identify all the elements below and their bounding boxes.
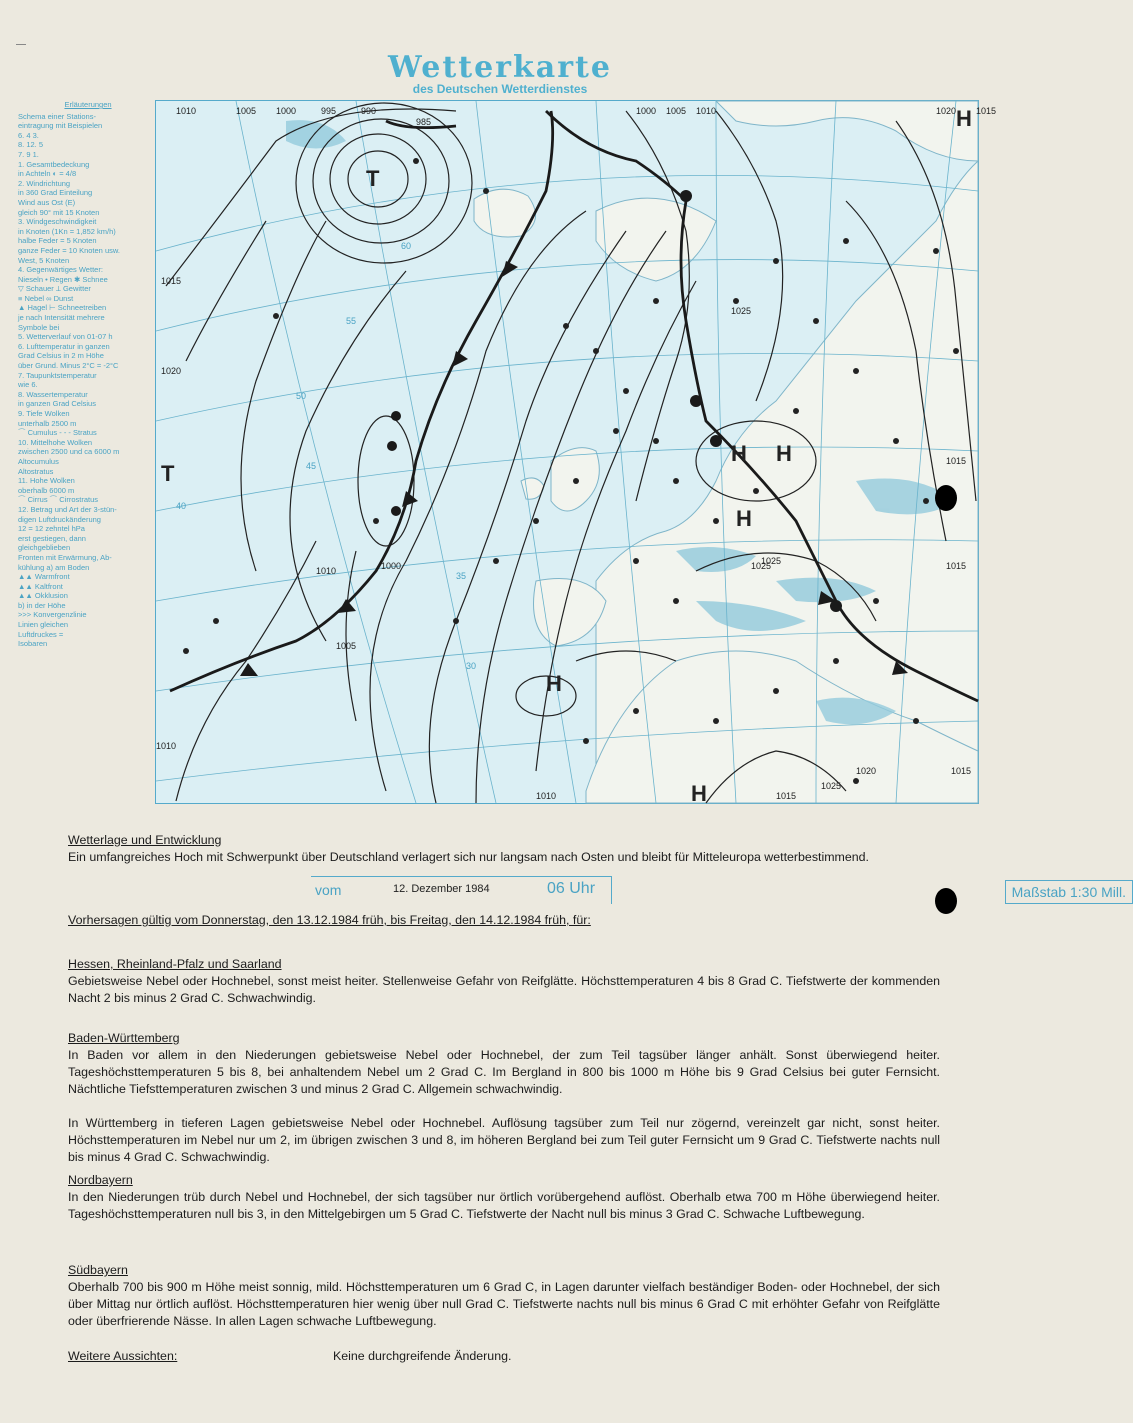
legend-line: kühlung a) am Boden bbox=[18, 562, 90, 572]
date-prefix: vom bbox=[315, 882, 342, 898]
latitude-label: 45 bbox=[306, 461, 317, 471]
high-pressure-center: H bbox=[691, 781, 707, 806]
scandinavia-land bbox=[596, 198, 716, 281]
legend-line: in ganzen Grad Celsius bbox=[18, 399, 96, 409]
legend-line: ▲▲ Kaltfront bbox=[18, 581, 63, 591]
map-time: 06 Uhr bbox=[547, 880, 596, 897]
isobar-label: 985 bbox=[416, 117, 432, 127]
front-triangle bbox=[502, 261, 518, 277]
legend-lines bbox=[18, 112, 158, 649]
map-graphic bbox=[156, 101, 978, 803]
legend-line: erst gestiegen, dann bbox=[18, 533, 86, 543]
isobar-label: 1015 bbox=[161, 276, 182, 286]
legend-line: ▲▲ Okklusion bbox=[18, 591, 68, 601]
legend-line: Nieseln • Regen ✱ Schnee bbox=[18, 274, 108, 284]
legend-line: 11. Hohe Wolken bbox=[18, 476, 75, 486]
legend-line: ≡ Nebel ∞ Dunst bbox=[18, 293, 74, 303]
map-date: 12. Dezember 1984 bbox=[393, 883, 490, 895]
legend-line: eintragung mit Beispielen bbox=[18, 121, 103, 131]
section-hessen bbox=[68, 956, 940, 1007]
section-suedbayern bbox=[68, 1262, 940, 1330]
section-body: In den Niederungen trüb durch Nebel und Hochnebel, der sich tagsüber nur örtlich vorübergehend auflöst. Oberhalb etwa 700 m Höhe überwiegend heiter. Tageshöchsttemperaturen null bis 3, in den Mittelgebirgen um 5 Grad C. Tiefstwerte der Nacht null bis minus 3 Grad C. Schwache Luftbewegung. bbox=[68, 1190, 940, 1221]
front-semicircle bbox=[710, 435, 722, 447]
front-semicircle bbox=[387, 441, 397, 451]
legend-line: 1. Gesamtbedeckung bbox=[18, 159, 90, 169]
lat-line bbox=[156, 175, 978, 251]
front-semicircle bbox=[680, 190, 692, 202]
legend-line: halbe Feder = 5 Knoten bbox=[18, 236, 97, 246]
isobar bbox=[716, 111, 783, 401]
isobar-label: 1025 bbox=[761, 556, 782, 566]
section-body: In Württemberg in tieferen Lagen gebietsweise Nebel oder Hochnebel. Auflösung tagsüber zum Teil nur zögernd, vereinzelt gar nicht, sonst heiter. Höchsttemperaturen im Nebel nur um 2, im übrigen zwischen 3 und 8, im höheren Bergland bei zum Teil guter Fernsicht um 9 Grad C. Tiefstwerte nachts null bis minus 4 Grad C. Schwachwindig. bbox=[68, 1116, 940, 1164]
legend-line: Luftdruckes = bbox=[18, 629, 64, 639]
front-semicircle bbox=[690, 395, 702, 407]
section-nordbayern bbox=[68, 1172, 940, 1223]
legend-line: 8. 12. 5 bbox=[18, 140, 44, 150]
isobar-label: 1015 bbox=[946, 561, 967, 571]
isobar-label: 1020 bbox=[161, 366, 182, 376]
legend-line: ⌒ Cumulus - - - Stratus bbox=[18, 428, 97, 438]
legend-line: ganze Feder = 10 Knoten usw. bbox=[18, 245, 120, 255]
legend-line: 7. 9 1. bbox=[18, 149, 39, 159]
legend-title: Erläuterungen bbox=[64, 100, 112, 109]
legend-line: ▲ Hagel ⊢ Schneetreiben bbox=[18, 303, 107, 313]
legend-line: 7. Taupunktstemperatur bbox=[18, 370, 97, 380]
legend-line: 2. Windrichtung bbox=[18, 178, 71, 188]
legend-line: b) in der Höhe bbox=[18, 600, 66, 610]
legend-line: gleichgeblieben bbox=[18, 543, 71, 553]
section-heading: Vorhersagen gültig vom Donnerstag, den 13.12.1984 früh, bis Freitag, den 14.12.1984 früh, für: bbox=[68, 913, 591, 927]
high-pressure-center: H bbox=[956, 106, 972, 131]
isobar-label: 1005 bbox=[236, 106, 257, 116]
legend-line: 4. Gegenwärtiges Wetter: bbox=[18, 265, 103, 275]
isobar bbox=[241, 221, 326, 571]
section-baden-wuerttemberg bbox=[68, 1030, 940, 1166]
high-pressure-center: H bbox=[731, 441, 747, 466]
isobar-label: 1025 bbox=[751, 561, 772, 571]
legend-line: in Knoten (1Kn = 1,852 km/h) bbox=[18, 226, 116, 236]
latitude-label: 30 bbox=[466, 661, 477, 671]
high-pressure-center: H bbox=[736, 506, 752, 531]
subtitle-text: des Deutschen Wetterdienstes bbox=[412, 82, 588, 96]
legend-line: unterhalb 2500 m bbox=[18, 418, 77, 428]
section-heading: Nordbayern bbox=[68, 1173, 133, 1187]
lon-line bbox=[236, 101, 416, 803]
legend-line: Symbole bei bbox=[18, 322, 60, 332]
legend-line: wie 6. bbox=[18, 380, 38, 390]
isobar bbox=[186, 221, 266, 361]
section-body: Keine durchgreifende Änderung. bbox=[333, 1349, 512, 1363]
front-semicircle bbox=[391, 506, 401, 516]
map-title bbox=[0, 52, 1000, 96]
isobar-label: 1010 bbox=[696, 106, 717, 116]
high-pressure-center: H bbox=[546, 671, 562, 696]
section-body: Gebietsweise Nebel oder Hochnebel, sonst meist heiter. Stellenweise Gefahr von Reifglätte. Höchsttemperaturen 4 bis 8 Grad C. Tiefstwerte der kommenden Nacht 2 bis minus 2 Grad C. Schwachwindig. bbox=[68, 974, 940, 1005]
isobar-label: 1015 bbox=[976, 106, 997, 116]
isobar-label: 1015 bbox=[946, 456, 967, 466]
legend-line: 8. Wassertemperatur bbox=[18, 389, 88, 399]
legend-line: Linien gleichen bbox=[18, 620, 69, 630]
legend-line: 12 = 12 zehntel hPa bbox=[18, 524, 85, 534]
legend-line: ▽ Schauer ⟂ Gewitter bbox=[18, 284, 91, 294]
punch-hole bbox=[935, 888, 957, 914]
isobar-label: 995 bbox=[321, 106, 337, 116]
legend-line: 5. Wetterverlauf von 01-07 h bbox=[18, 332, 113, 342]
isobar-label: 1010 bbox=[536, 791, 557, 801]
legend-line: in Achteln ◐ = 4/8 bbox=[18, 169, 77, 179]
section-heading: Weitere Aussichten: bbox=[68, 1349, 178, 1363]
isobar bbox=[290, 271, 406, 641]
isobar-label: 990 bbox=[361, 106, 377, 116]
isobar-label: 1015 bbox=[951, 766, 972, 776]
isobar-label: 1020 bbox=[856, 766, 877, 776]
latitude-label: 40 bbox=[176, 501, 187, 511]
legend-line: ▲▲ Warmfront bbox=[18, 572, 70, 582]
isobar-label: 1010 bbox=[156, 741, 177, 751]
punch-hole bbox=[935, 485, 957, 511]
section-heading: Wetterlage und Entwicklung bbox=[68, 833, 222, 847]
legend-line: Grad Celsius in 2 m Höhe bbox=[18, 351, 104, 361]
legend-line: Altocumulus bbox=[18, 456, 59, 466]
isobar-label: 1005 bbox=[336, 641, 357, 651]
section-heading: Südbayern bbox=[68, 1263, 128, 1277]
legend-line: 3. Windgeschwindigkeit bbox=[18, 217, 97, 227]
isobar-label: 1025 bbox=[731, 306, 752, 316]
section-body: Oberhalb 700 bis 900 m Höhe meist sonnig, mild. Höchsttemperaturen um 6 Grad C, in Lagen darunter vielfach beständiger Boden- oder Hochnebel, der sich über Mittag nur örtlich auflöst. Höchsttemperaturen hier wenig über null Grad C. Tiefstwerte nachts null bis minus 6 Grad C mit erhöhter Gefahr von Reifglätte oder überfrierende Nässe. In allen Lagen schwache Luftbewegung. bbox=[68, 1280, 940, 1328]
section-outlook bbox=[68, 1348, 940, 1365]
legend-line: 12. Betrag und Art der 3-stün- bbox=[18, 504, 117, 514]
isobar-label: 1015 bbox=[776, 791, 797, 801]
date-box bbox=[311, 876, 612, 904]
legend-line: Fronten mit Erwärmung, Ab- bbox=[18, 552, 112, 562]
legend-line: 9. Tiefe Wolken bbox=[18, 409, 70, 418]
legend-line: Altostratus bbox=[18, 466, 54, 476]
legend-line: West, 5 Knoten bbox=[18, 255, 70, 265]
title-text: Wetterkarte bbox=[388, 50, 612, 85]
front-triangle bbox=[338, 599, 356, 613]
isobar-label: 1000 bbox=[381, 561, 402, 571]
isobar-label: 1020 bbox=[936, 106, 957, 116]
isobar-label: 1025 bbox=[821, 781, 842, 791]
latitude-label: 55 bbox=[346, 316, 357, 326]
legend-line: >>> Konvergenzlinie bbox=[18, 610, 87, 620]
section-heading: Baden-Württemberg bbox=[68, 1031, 180, 1045]
section-validity bbox=[68, 912, 940, 929]
legend-line: zwischen 2500 und ca 6000 m bbox=[18, 447, 120, 457]
legend-line: Wind aus Ost (E) bbox=[18, 197, 76, 207]
isobar-label: 1005 bbox=[666, 106, 687, 116]
legend-line: 10. Mittelhohe Wolken bbox=[18, 437, 93, 447]
legend-line: ⌒ Cirrus ⌒ Cirrostratus bbox=[18, 495, 99, 505]
legend-line: 6. Lufttemperatur in ganzen bbox=[18, 341, 110, 351]
isobar-label: 1010 bbox=[316, 566, 337, 576]
latitude-label: 35 bbox=[456, 571, 467, 581]
section-heading: Hessen, Rheinland-Pfalz und Saarland bbox=[68, 957, 282, 971]
scale-box: Maßstab 1:30 Mill. bbox=[1005, 880, 1133, 904]
legend-line: 6. 4 3. bbox=[18, 130, 39, 140]
margin-mark bbox=[16, 44, 26, 45]
legend-line: gleich 90° mit 15 Knoten bbox=[18, 207, 100, 217]
front-semicircle bbox=[391, 411, 401, 421]
low-pressure-center: T bbox=[161, 461, 175, 486]
section-weather-situation bbox=[68, 832, 940, 866]
latitude-label: 60 bbox=[401, 241, 412, 251]
section-body: In Baden vor allem in den Niederungen gebietsweise Nebel oder Hochnebel, der zum Teil tagsüber länger anhält. Sonst überwiegend heiter. Tageshöchsttemperaturen 5 bis 8, bei anhaltendem Nebel um 2 Grad C. Im Bergland in 800 bis 1000 m Höhe bis 9 Grad Celsius bei guter Fernsicht. Nächtliche Tiefsttemperaturen zwischen 3 und minus 2 Grad C. Allgemein schwachwindig. bbox=[68, 1048, 940, 1096]
isobar-label: 1000 bbox=[276, 106, 297, 116]
section-body: Ein umfangreiches Hoch mit Schwerpunkt über Deutschland verlagert sich nur langsam nach Osten und bleibt für Mitteleuropa wetterbestimmend. bbox=[68, 850, 869, 864]
legend-line: je nach Intensität mehrere bbox=[18, 313, 105, 323]
isobar-label: 1000 bbox=[636, 106, 657, 116]
legend-line: Isobaren bbox=[18, 639, 48, 649]
legend-line: oberhalb 6000 m bbox=[18, 485, 75, 495]
map-footer bbox=[311, 876, 1133, 903]
isobar bbox=[358, 416, 414, 546]
legend-line: über Grund. Minus 2°C = -2°C bbox=[18, 361, 119, 371]
low-pressure-center: T bbox=[366, 166, 380, 191]
legend-line: digen Luftdruckänderung bbox=[18, 514, 101, 524]
legend-panel bbox=[18, 100, 158, 800]
isobar-label: 1010 bbox=[176, 106, 197, 116]
high-pressure-center: H bbox=[776, 441, 792, 466]
legend-line: in 360 Grad Einteilung bbox=[18, 188, 93, 198]
latitude-label: 50 bbox=[296, 391, 307, 401]
isobar bbox=[346, 551, 356, 721]
legend-line: Schema einer Stations- bbox=[18, 111, 96, 121]
